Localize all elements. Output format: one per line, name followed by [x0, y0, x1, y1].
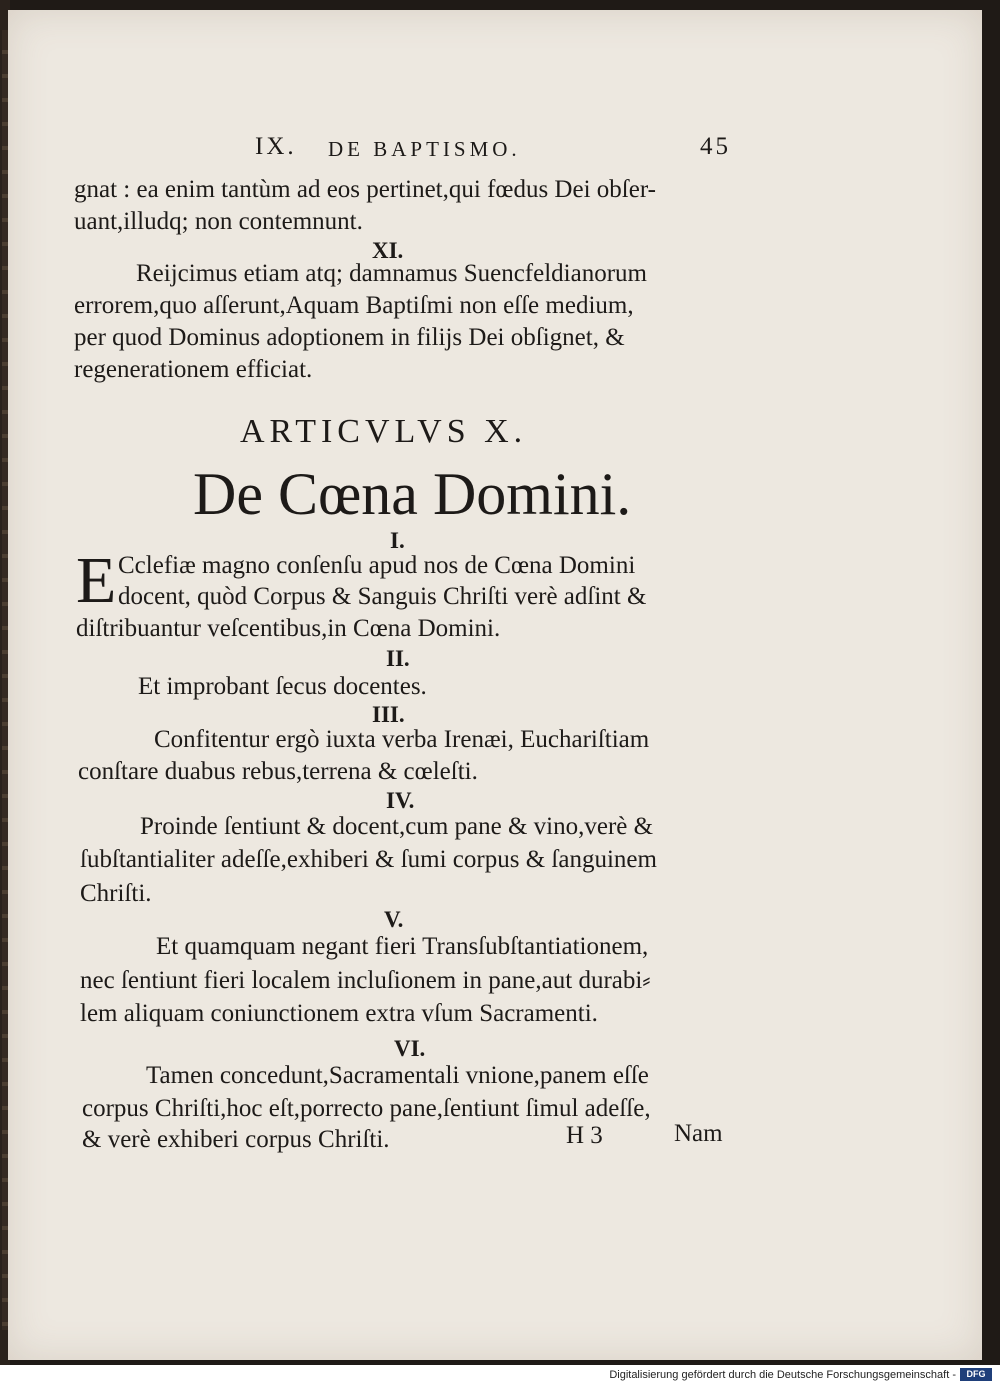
text-line: Et improbant ſecus docentes.: [138, 673, 427, 700]
signature-mark: H 3: [566, 1122, 603, 1149]
text-line: corpus Chriſti,hoc eſt,porrecto pane,ſentiunt ſimul adeſſe,: [82, 1095, 651, 1122]
text-line: Cclefiæ magno conſenſu apud nos de Cœna Domini: [118, 552, 636, 579]
text-line: Reijcimus etiam atq; damnamus Suencfeldianorum: [136, 260, 647, 287]
dfg-logo-icon[interactable]: DFG: [960, 1368, 992, 1381]
text-line: lem aliquam coniunctionem extra vſum Sacramenti.: [80, 1000, 598, 1027]
text-line: Chriſti.: [80, 880, 152, 907]
section-number: IV.: [386, 788, 415, 813]
section-number: XI.: [372, 238, 404, 263]
text-line: Tamen concedunt,Sacramentali vnione,panem eſſe: [146, 1062, 649, 1089]
footer-bar: [0, 1365, 1000, 1385]
section-number: III.: [372, 702, 405, 727]
drop-cap: E: [76, 544, 117, 617]
text-line: uant,illudq; non contemnunt.: [74, 208, 363, 235]
text-line: Proinde ſentiunt & docent,cum pane & vino,verè &: [140, 813, 654, 840]
text-line: docent, quòd Corpus & Sanguis Chriſti verè adſint &: [118, 583, 647, 610]
text-line: conſtare duabus rebus,terrena & cœleſti.: [78, 758, 478, 785]
section-number: V.: [384, 907, 404, 932]
catchword: Nam: [674, 1120, 723, 1147]
section-number: I.: [390, 528, 405, 553]
text-line: Confitentur ergò iuxta verba Irenæi, Euchariſtiam: [154, 726, 650, 753]
text-line: nec ſentiunt fieri localem incluſionem in pane,aut durabi⸗: [80, 967, 651, 994]
text-line: gnat : ea enim tantùm ad eos pertinet,qui fœdus Dei obſer-: [74, 176, 656, 203]
footer-credit: Digitalisierung gefördert durch die Deutsche Forschungsgemeinschaft -: [609, 1369, 956, 1381]
running-title: DE BAPTISMO.: [328, 137, 521, 161]
article-title: De Cœna Domini.: [193, 461, 632, 527]
text-line: & verè exhiberi corpus Chriſti.: [82, 1126, 390, 1153]
section-number: VI.: [394, 1036, 426, 1061]
text-line: Et quamquam negant fieri Transſubſtantiationem,: [156, 933, 649, 960]
chapter-number: IX.: [255, 133, 297, 160]
text-line: per quod Dominus adoptionem in filijs Dei obſignet, &: [74, 324, 625, 351]
text-line: regenerationem efficiat.: [74, 356, 313, 383]
article-heading: ARTICVLVS X.: [240, 413, 528, 450]
text-line: errorem,quo aſſerunt,Aquam Baptiſmi non eſſe medium,: [74, 292, 634, 319]
text-line: ſubſtantialiter adeſſe,exhiberi & ſumi corpus & ſanguinem: [80, 846, 657, 873]
page-number: 45: [700, 133, 731, 160]
section-number: II.: [386, 646, 410, 671]
text-line: diſtribuantur veſcentibus,in Cœna Domini.: [76, 615, 501, 642]
